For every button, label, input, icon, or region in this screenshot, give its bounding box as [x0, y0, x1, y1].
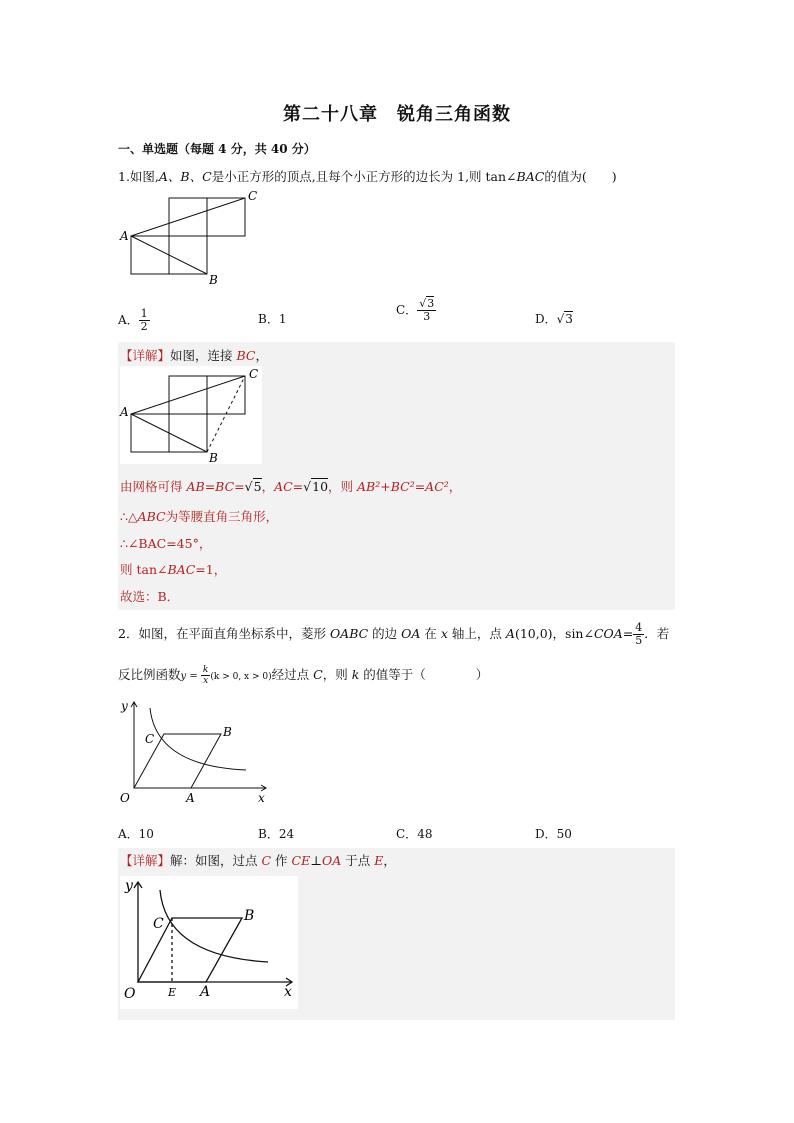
q2-label-c: C	[145, 732, 155, 746]
option-c[interactable]: C． $\frac{√3}{3}$	[396, 297, 435, 323]
sol2-label-c: C	[153, 916, 164, 932]
sol2-label-x: x	[284, 984, 292, 1000]
label-b: B	[209, 273, 218, 287]
solution-1-line-1: 由网格可得 AB=BC=√5，AC=√10，则 AB²+BC²=AC²，	[120, 479, 462, 494]
question-2-figure	[116, 696, 276, 808]
q2-option-c[interactable]: C．48	[396, 827, 433, 841]
sol2-label-a: A	[200, 984, 211, 1000]
solution-1-answer: 故选：B．	[120, 589, 180, 604]
solution-1-line-4: 则 tan∠BAC=1，	[120, 562, 227, 577]
option-d[interactable]: D．√3	[535, 312, 573, 326]
solution-2-intro: 【详解】解：如图，过点 C 作 CE⊥OA 于点 E，	[120, 853, 396, 868]
sol2-label-b: B	[244, 908, 255, 924]
solution-1-line-2: ∴△ABC为等腰直角三角形，	[120, 509, 279, 524]
question-1-figure	[118, 188, 258, 288]
q2-label-o: O	[120, 791, 130, 805]
solution-1-line-3: ∴∠BAC=45°，	[120, 536, 212, 551]
solution-2-figure	[120, 876, 300, 1010]
option-b[interactable]: B．1	[258, 312, 287, 326]
q2-label-a: A	[186, 791, 195, 805]
sol2-label-e: E	[168, 986, 177, 999]
label-a: A	[120, 229, 129, 243]
q2-label-x: x	[258, 791, 265, 805]
question-2-line-2: 反比例函数y = $\frac{k}{x}$ (k > 0, x > 0)经过点 C，则 k 的值等于（ ）	[118, 665, 489, 686]
sol2-label-o: O	[124, 986, 136, 1002]
label-c: C	[248, 189, 258, 203]
option-a[interactable]: A． $\frac{1}{2}$	[118, 307, 148, 333]
sol1-label-c: C	[249, 367, 259, 381]
solution-1-figure	[118, 366, 263, 466]
question-1-text: 1.如图,A、B、C是小正方形的顶点,且每个小正方形的边长为 1,则 tan∠BAC的值为( )	[118, 169, 617, 184]
sol2-label-y: y	[125, 878, 133, 894]
q2-option-a[interactable]: A．10	[118, 827, 154, 841]
q2-option-b[interactable]: B．24	[258, 827, 295, 841]
q2-label-b: B	[223, 725, 232, 739]
q2-label-y: y	[121, 699, 128, 713]
sol1-label-a: A	[120, 405, 129, 419]
sol1-label-b: B	[209, 451, 218, 465]
q2-option-d[interactable]: D．50	[535, 827, 572, 841]
question-2-line-1: 2．如图，在平面直角坐标系中，菱形 OABC 的边 OA 在 x 轴上，点 A(10,0)，sin∠COA= $\frac{4}{5}$ ．若	[118, 621, 670, 647]
page-title: 第二十八章 锐角三角函数	[283, 104, 511, 125]
solution-1-intro: 【详解】如图，连接 BC，	[120, 348, 268, 363]
section-heading: 一、单选题（每题 4 分，共 40 分）	[118, 142, 316, 156]
